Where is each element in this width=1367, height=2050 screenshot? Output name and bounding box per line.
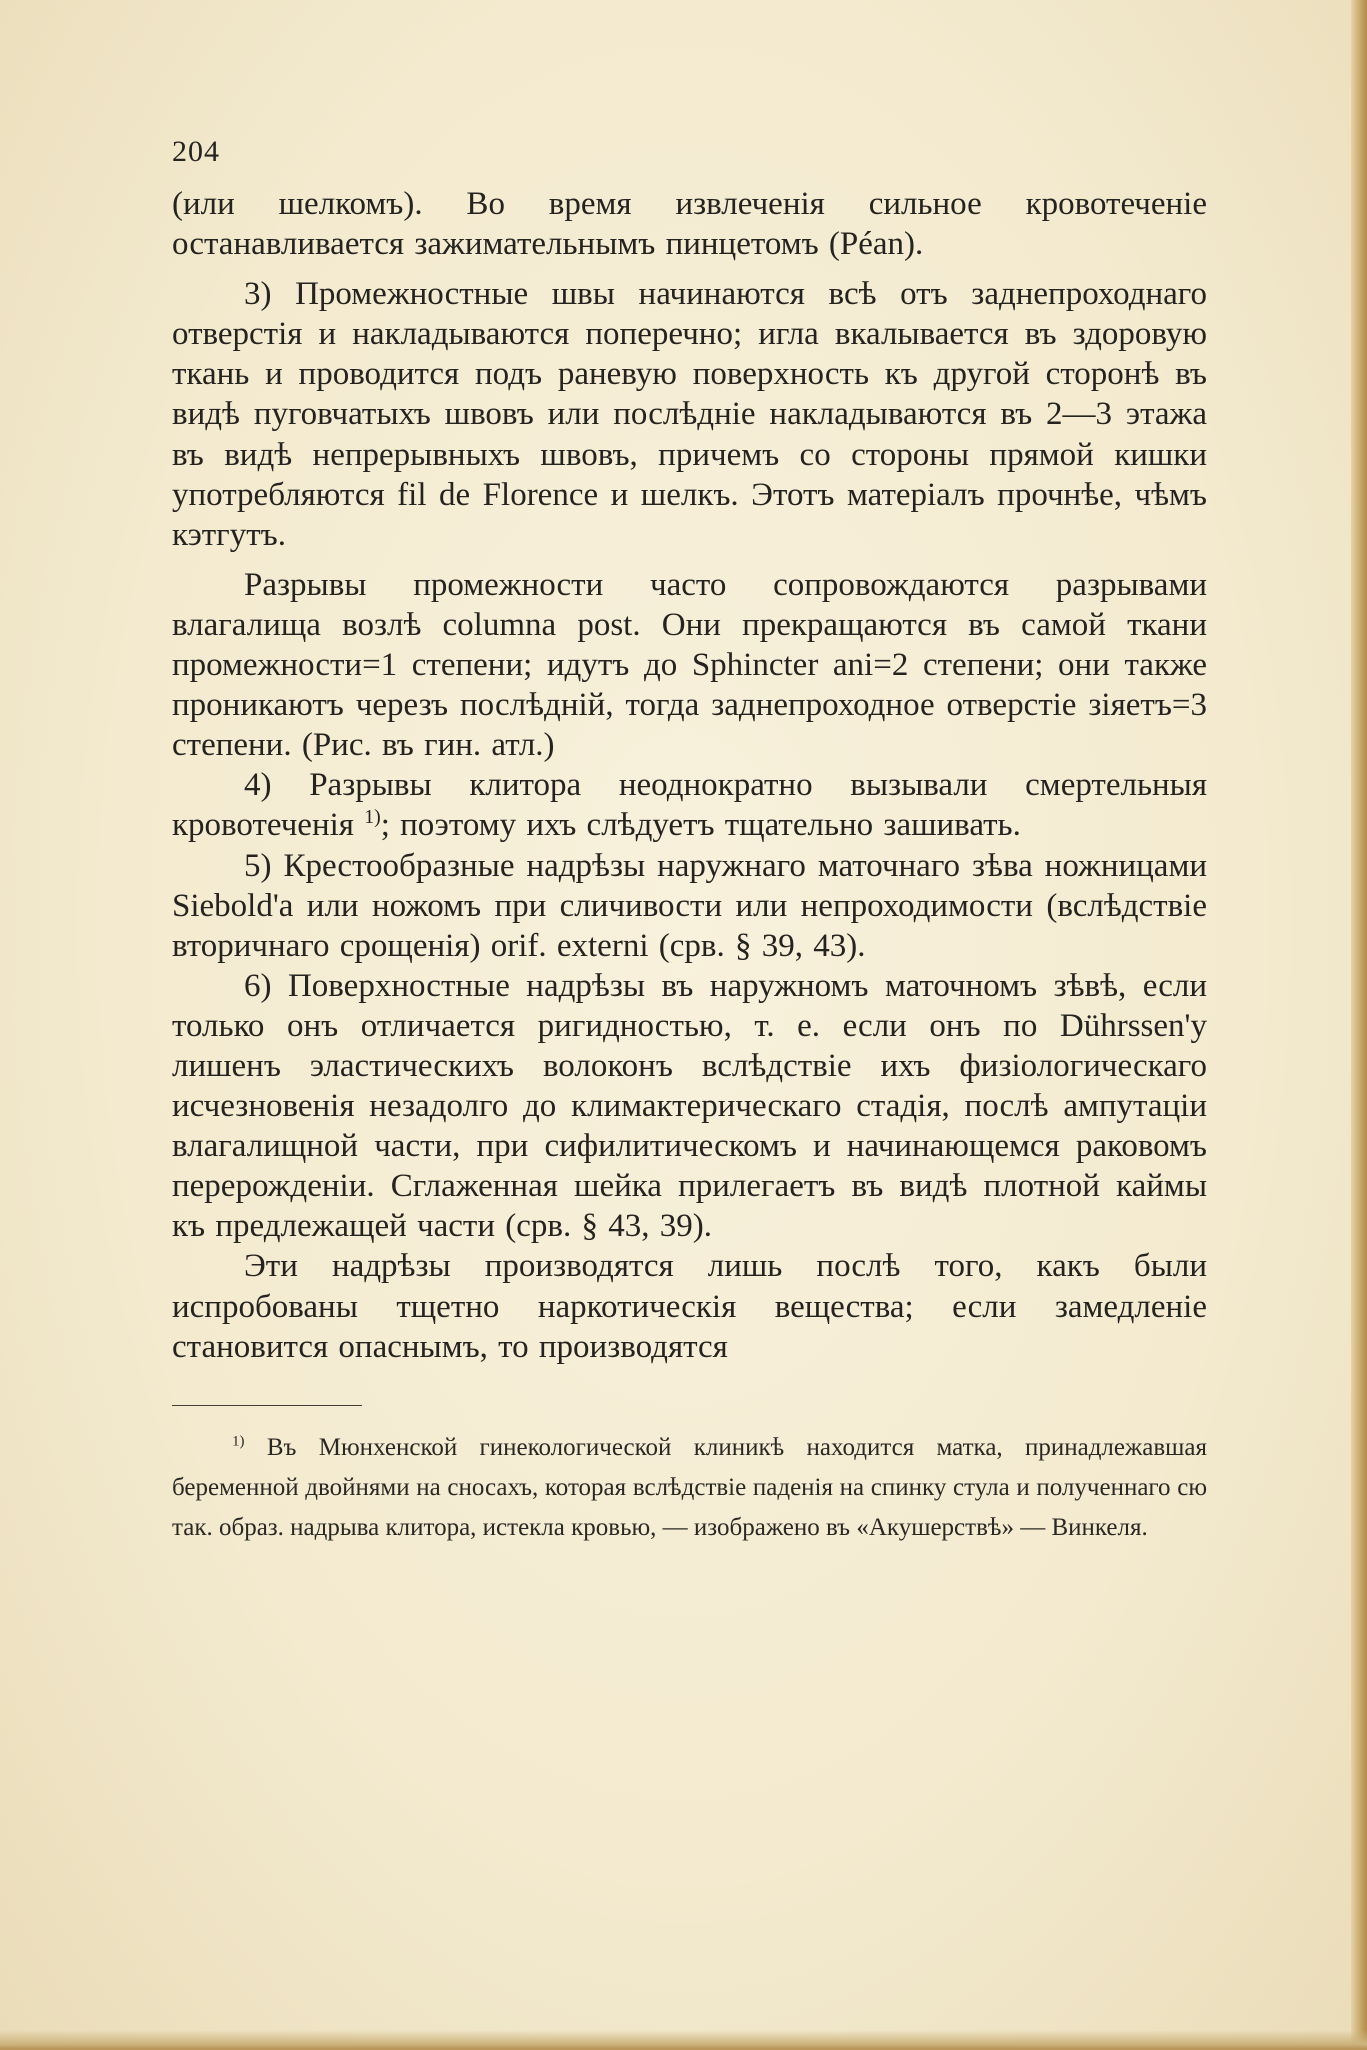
page-spine-shadow (1351, 0, 1367, 2050)
paragraph-incisions-procedure: Эти надрѣзы производятся лишь послѣ того, какъ были испробованы тщетно наркотическія вещества; если замедленіе становится опаснымъ, то производятся (172, 1248, 1207, 1365)
clitoris-text-continued: ; поэтому ихъ слѣдуетъ тщательно зашивать. (380, 807, 1021, 844)
paragraph-perineal-sutures: 3) Промежностные швы начинаются всѣ отъ заднепроходнаго отверстія и накладываются поперечно; игла вкалывается въ здоровую ткань и проводится подъ раневую поверхность къ другой сторонѣ въ видѣ пуговчатыхъ швовъ или послѣдніе накладываются въ 2—3 этажа въ видѣ непрерывныхъ швовъ, причемъ со стороны прямой кишки употребляются fil de Florence и шелкъ. Этотъ матеріалъ прочнѣе, чѣмъ кэтгутъ. (172, 276, 1207, 553)
clitoris-text: 4) Разрывы клитора неоднократно вызывали смертельныя кровотеченія (172, 767, 1207, 844)
footnote-text: Въ Мюнхенской гинекологической клиникѣ находится матка, принадлежавшая беременной двойнями на сносахъ, которая вслѣдствіе паденія на спинку стула и полученнаго сю так. образ. надрыва клитора, истекла кровью, — изображено въ «Акушерствѣ» — Винкеля. (172, 1433, 1208, 1542)
paragraph-clitoris-ruptures (172, 765, 1207, 845)
footnote-divider (172, 1405, 362, 1406)
paragraph-1: (или шелкомъ). Во время извлеченія сильное кровотеченіе останавливается зажимательнымъ пинцетомъ (Péan). (172, 186, 1207, 263)
paragraph-cruciate-incisions: 5) Крестообразные надрѣзы наружнаго маточнаго зѣва ножницами Siebold'a или ножомъ при сличивости или непроходимости (вслѣдствіе вторичнаго срощенія) orif. externi (срв. § 39, 43). (172, 847, 1207, 964)
footnote-marker: 1) (232, 1433, 245, 1450)
text-block (172, 130, 1207, 1549)
footnote (172, 1428, 1207, 1549)
page-bottom-edge (0, 2030, 1367, 2050)
page-number: 204 (172, 135, 220, 168)
paragraph-perineal-ruptures: Разрывы промежности часто сопровождаются разрывами влагалища возлѣ columna post. Они прекращаются въ самой ткани промежности=1 степени; идутъ до Sphincter ani=2 степени; они также проникаютъ черезъ послѣдній, тогда заднепроходное отверстіе зіяетъ=3 степени. (Рис. въ гин. атл.) (172, 566, 1207, 764)
paragraph-superficial-incisions: 6) Поверхностные надрѣзы въ наружномъ маточномъ зѣвѣ, если только онъ отличается ригидностью, т. е. если онъ по Dührssen'у лишенъ эластическихъ волоконъ вслѣдствіе ихъ физіологическаго исчезновенія незадолго до климактерическаго стадія, послѣ ампутаціи влагалищной части, при сифилитическомъ и начинающемся раковомъ перерожденіи. Сглаженная шейка прилегаетъ въ видѣ плотной каймы къ предлежащей части (срв. § 43, 39). (172, 967, 1207, 1245)
footnote-reference: 1) (364, 806, 381, 829)
